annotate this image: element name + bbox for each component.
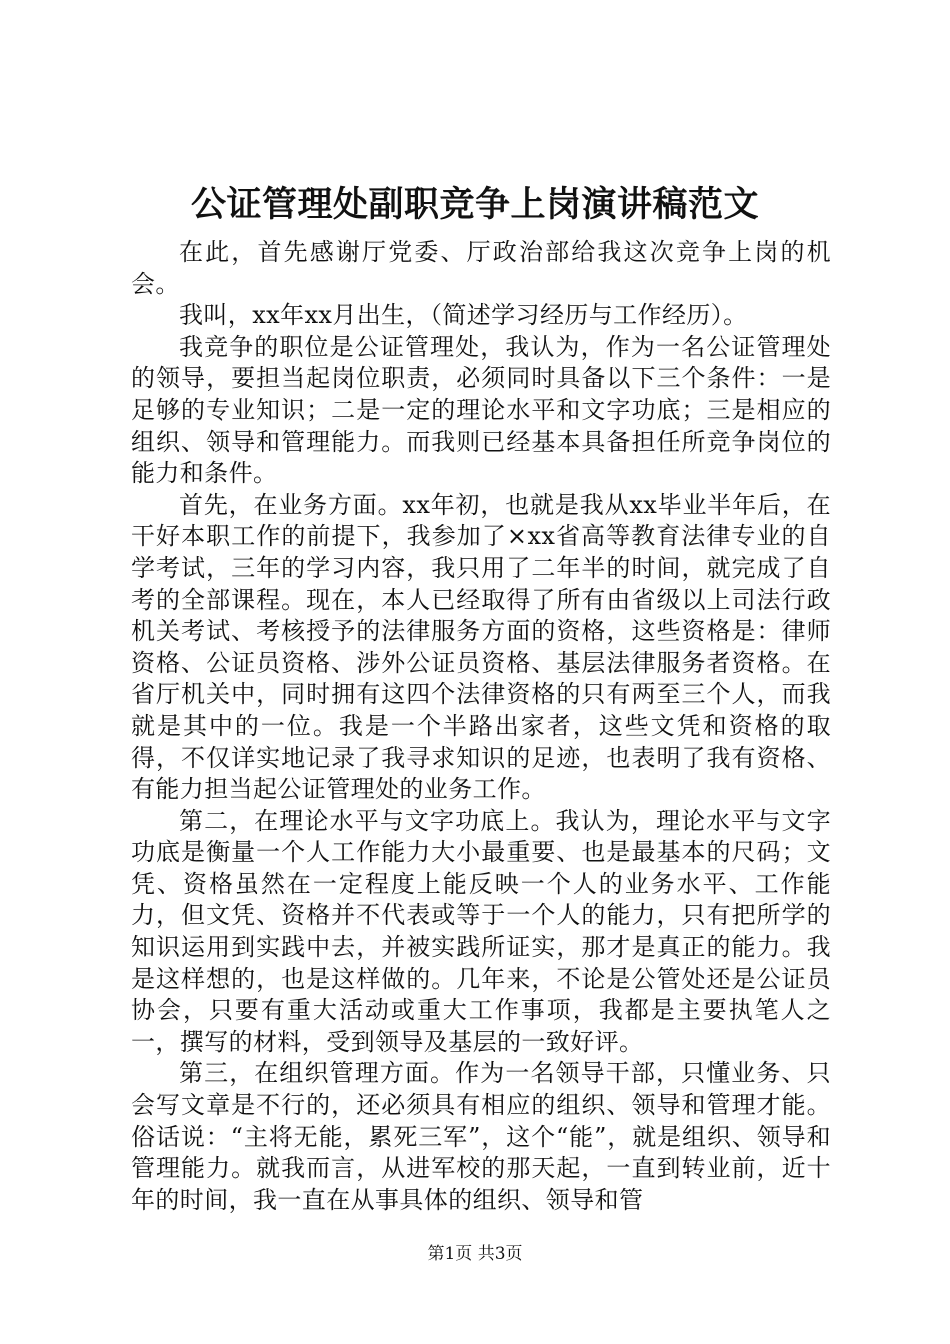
- paragraph-position: 我竞争的职位是公证管理处，我认为，作为一名公证管理处的领导，要担当起岗位职责，必须同时具备以下三个条件：一是足够的专业知识；二是一定的理论水平和文字功底；三是相应的组织、领导和管理能力。而我则已经基本具备担任所竞争岗位的能力和条件。: [131, 332, 831, 488]
- paragraph-business: 首先，在业务方面。xx年初，也就是我从xx毕业半年后，在干好本职工作的前提下，我参加了×xx省高等教育法律专业的自学考试，三年的学习内容，我只用了二年半的时间，就完成了自考的全部课程。现在，本人已经取得了所有由省级以上司法行政机关考试、考核授予的法律服务方面的资格，这些资格是：律师资格、公证员资格、涉外公证员资格、基层法律服务者资格。在省厅机关中，同时拥有这四个法律资格的只有两至三个人，而我就是其中的一位。我是一个半路出家者，这些文凭和资格的取得，不仅详实地记录了我寻求知识的足迹，也表明了我有资格、有能力担当起公证管理处的业务工作。: [131, 490, 831, 804]
- paragraph-intro: 我叫，xx年xx月出生，（简述学习经历与工作经历）。: [179, 301, 748, 330]
- paragraph-management: 第三，在组织管理方面。作为一名领导干部，只懂业务、只会写文章是不行的，还必须具有相应的组织、领导和管理才能。俗话说：“主将无能，累死三军”，这个“能”，就是组织、领导和管理能力。就我而言，从进军校的那天起，一直到转业前，近十年的时间，我一直在从事具体的组织、领导和管: [131, 1059, 831, 1214]
- paragraph-theory: 第二，在理论水平与文字功底上。我认为，理论水平与文字功底是衡量一个人工作能力大小最重要、也是最基本的尺码；文凭、资格虽然在一定程度上能反映一个人的业务水平、工作能力，但文凭、资格并不代表或等于一个人的能力，只有把所学的知识运用到实践中去，并被实践所证实，那才是真正的能力。我是这样想的，也是这样做的。几年来，不论是公管处还是公证员协会，只要有重大活动或重大工作事项，我都是主要执笔人之一，撰写的材料，受到领导及基层的一致好评。: [131, 806, 831, 1056]
- document-title: 公证管理处副职竞争上岗演讲稿范文: [190, 184, 759, 225]
- document-body: [131, 237, 831, 1216]
- page-footer: 第1页 共3页: [427, 1244, 523, 1264]
- paragraph-thanks: 在此，首先感谢厅党委、厅政治部给我这次竞争上岗的机会。: [131, 238, 831, 298]
